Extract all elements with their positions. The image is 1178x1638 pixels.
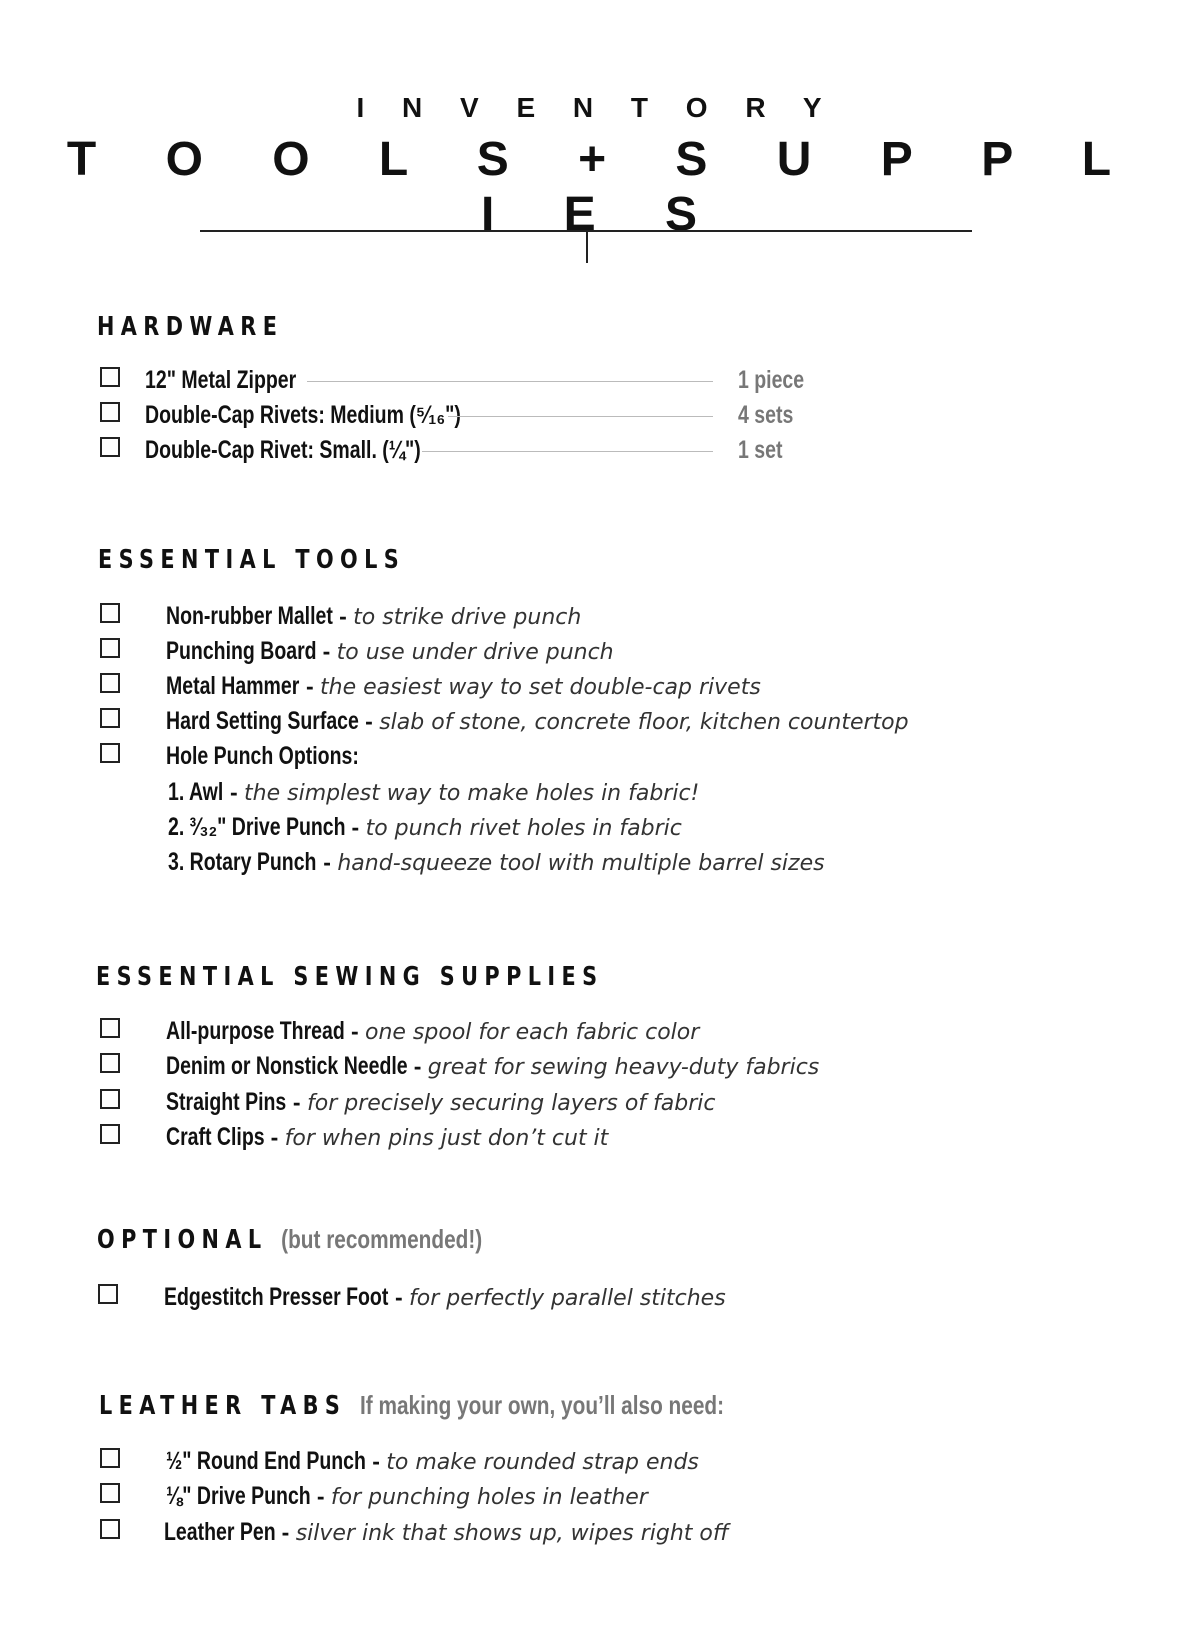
list-item — [164, 1518, 729, 1547]
item-name: 3. Rotary Punch — [168, 848, 317, 876]
item-separator: - — [292, 1089, 301, 1115]
item-name: Hole Punch Options: — [166, 742, 359, 770]
item-separator: - — [305, 673, 314, 699]
item-name: 1. Awl — [168, 778, 224, 806]
item-description: to make rounded strap ends — [386, 1450, 699, 1475]
item-separator: - — [350, 1018, 359, 1044]
list-item — [168, 848, 825, 877]
section-title-optional — [97, 1224, 482, 1255]
item-description: the simplest way to make holes in fabric! — [244, 781, 700, 806]
hardware-item-qty: 1 set — [738, 436, 783, 464]
section-title-hardware: HARDWARE — [97, 312, 284, 342]
title-divider-tick — [586, 230, 588, 263]
item-name: 2. ³⁄₃₂" Drive Punch — [168, 813, 346, 841]
checkbox-tool-5[interactable] — [100, 743, 120, 763]
item-description: hand-squeeze tool with multiple barrel sizes — [337, 851, 825, 876]
item-separator: - — [322, 638, 331, 664]
item-name: Denim or Nonstick Needle — [166, 1052, 408, 1080]
checkbox-optional-1[interactable] — [98, 1284, 118, 1304]
list-item — [166, 637, 614, 666]
list-item — [166, 672, 761, 701]
list-item — [166, 1088, 716, 1117]
section-note: If making your own, you’ll also need: — [359, 1390, 725, 1420]
checkbox-leather-3[interactable] — [100, 1519, 120, 1539]
item-name: ½" Round End Punch — [166, 1447, 366, 1475]
item-name: Straight Pins — [166, 1088, 287, 1116]
checkbox-tool-4[interactable] — [100, 708, 120, 728]
list-item — [166, 1123, 608, 1152]
item-description: silver ink that shows up, wipes right off — [295, 1521, 729, 1546]
item-separator: - — [229, 779, 238, 805]
item-separator: - — [365, 708, 373, 734]
item-separator: - — [413, 1053, 422, 1079]
item-name: Punching Board — [166, 637, 317, 665]
item-separator: - — [270, 1124, 279, 1150]
page-kicker: I N V E N T O R Y — [356, 92, 837, 123]
page-title: T O O L S + S U P P L I E S — [66, 133, 1140, 241]
item-description: for precisely securing layers of fabric — [306, 1091, 716, 1116]
item-description: great for sewing heavy-duty fabrics — [427, 1055, 820, 1080]
item-separator: - — [316, 1483, 325, 1509]
item-separator: - — [339, 603, 347, 629]
checkbox-hardware-1[interactable] — [100, 367, 120, 387]
list-item — [166, 707, 909, 736]
item-separator: - — [323, 849, 331, 875]
item-description: for when pins just don’t cut it — [284, 1126, 609, 1151]
checkbox-sewing-4[interactable] — [100, 1124, 120, 1144]
item-name: ⅛" Drive Punch — [166, 1482, 311, 1510]
item-description: to punch rivet holes in fabric — [365, 816, 682, 841]
checkbox-hardware-3[interactable] — [100, 437, 120, 457]
item-description: the easiest way to set double-cap rivets — [320, 675, 761, 700]
list-item — [166, 1052, 819, 1081]
hardware-item-qty: 4 sets — [738, 401, 794, 429]
section-title-text: OPTIONAL — [97, 1225, 268, 1255]
item-description: one spool for each fabric color — [365, 1020, 700, 1045]
list-item — [164, 1283, 726, 1312]
checkbox-sewing-2[interactable] — [100, 1053, 120, 1073]
item-separator: - — [351, 814, 360, 840]
item-name: Non-rubber Mallet — [166, 602, 333, 630]
list-item — [166, 1447, 699, 1476]
item-separator: - — [281, 1519, 290, 1545]
checkbox-leather-2[interactable] — [100, 1483, 120, 1503]
leader-line — [307, 381, 713, 382]
hardware-item-name: Double-Cap Rivets: Medium (⁵⁄₁₆") — [145, 401, 461, 429]
item-separator: - — [394, 1284, 403, 1310]
item-description: for punching holes in leather — [330, 1485, 648, 1510]
item-name: All-purpose Thread — [166, 1017, 345, 1045]
list-item — [166, 742, 359, 771]
item-name: Craft Clips — [166, 1123, 265, 1151]
checkbox-sewing-1[interactable] — [100, 1018, 120, 1038]
checkbox-leather-1[interactable] — [100, 1448, 120, 1468]
checkbox-tool-2[interactable] — [100, 638, 120, 658]
list-item — [166, 1017, 699, 1046]
item-description: for perfectly parallel stitches — [409, 1286, 726, 1311]
hardware-item-qty: 1 piece — [738, 366, 805, 394]
list-item — [166, 1482, 648, 1511]
section-title-leather-tabs — [99, 1390, 724, 1421]
section-title-text: LEATHER TABS — [99, 1391, 347, 1421]
section-title-sewing: ESSENTIAL SEWING SUPPLIES — [96, 962, 604, 992]
list-item — [168, 778, 699, 807]
item-description: slab of stone, concrete floor, kitchen countertop — [379, 710, 909, 735]
section-note: (but recommended!) — [281, 1224, 483, 1254]
item-description: to strike drive punch — [353, 605, 582, 630]
hardware-item-name: Double-Cap Rivet: Small. (¼") — [145, 436, 421, 464]
checkbox-tool-3[interactable] — [100, 673, 120, 693]
checkbox-tool-1[interactable] — [100, 603, 120, 623]
item-separator: - — [372, 1448, 380, 1474]
hardware-item-name: 12" Metal Zipper — [145, 366, 297, 394]
leader-line — [422, 451, 713, 452]
item-name: Edgestitch Presser Foot — [164, 1283, 389, 1311]
list-item — [168, 813, 682, 842]
leader-line — [448, 416, 713, 417]
item-name: Metal Hammer — [166, 672, 300, 700]
item-description: to use under drive punch — [336, 640, 614, 665]
checkbox-sewing-3[interactable] — [100, 1089, 120, 1109]
item-name: Leather Pen — [164, 1518, 276, 1546]
checkbox-hardware-2[interactable] — [100, 402, 120, 422]
item-name: Hard Setting Surface — [166, 707, 359, 735]
section-title-essential-tools: ESSENTIAL TOOLS — [98, 545, 406, 575]
list-item — [166, 602, 581, 631]
